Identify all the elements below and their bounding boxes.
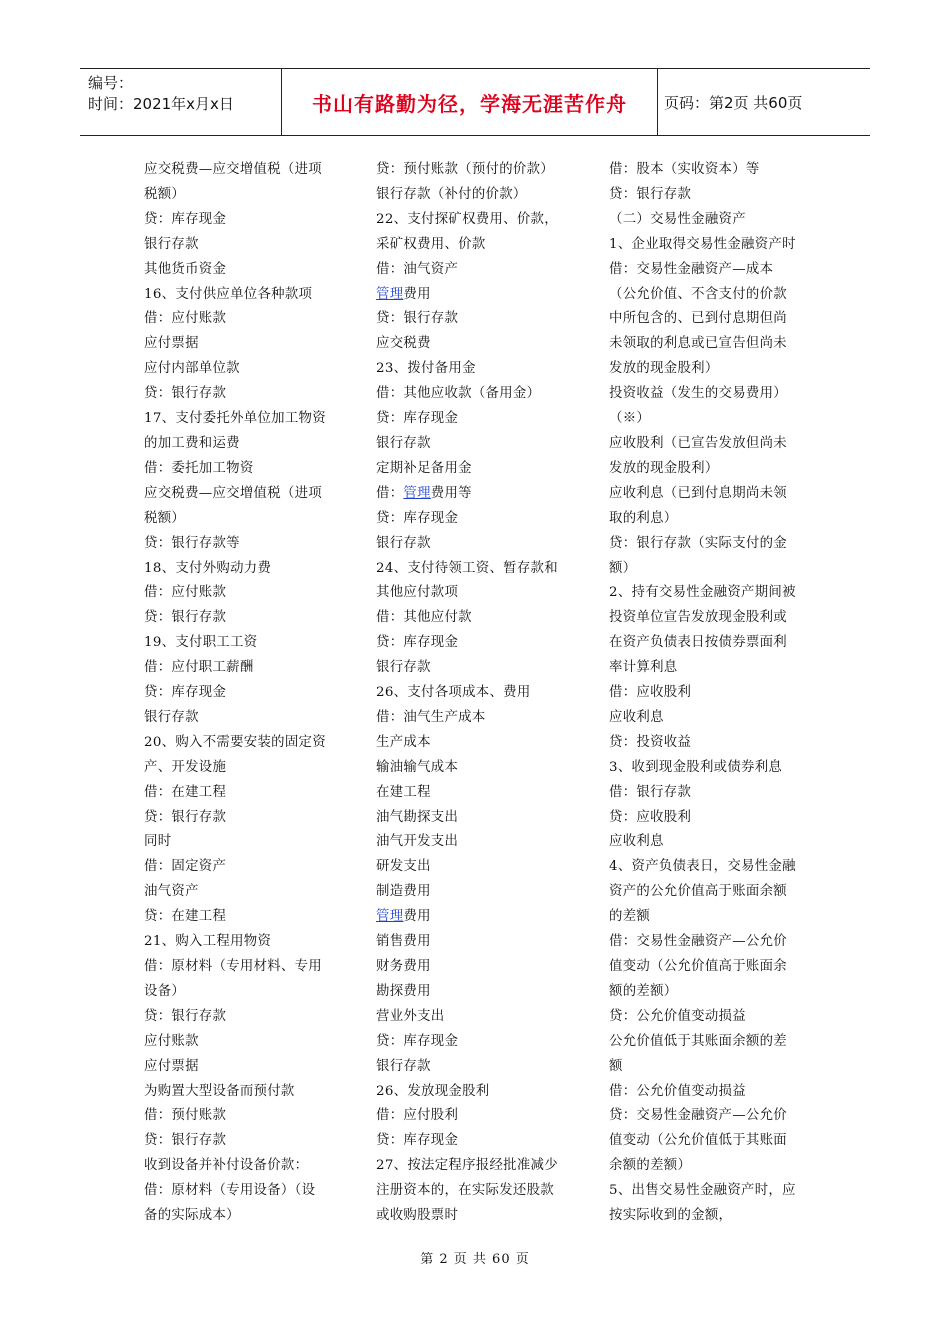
text-line: 应交税费—应交增值税（进项: [144, 162, 322, 177]
column-2: [376, 158, 576, 1229]
text-line: [376, 905, 576, 930]
text-line: 贷：预付账款（预付的价款）: [376, 162, 554, 177]
text-line: 5、出售交易性金融资产时，应: [609, 1183, 796, 1199]
text-line: 贷：库存现金: [144, 211, 227, 227]
header-motto-cell: [282, 69, 658, 135]
text-line: 23、拨付备用金: [376, 361, 476, 377]
text-line: 油气勘探支出: [376, 809, 459, 825]
text-line: 税额）: [144, 510, 186, 526]
text-line: 收到设备并补付设备价款：: [144, 1158, 309, 1174]
text-line: 3、收到现金股利或债券利息: [609, 759, 783, 775]
text-line: 19、支付职工工资: [144, 635, 258, 651]
page-header: [80, 68, 870, 136]
motto-text: 书山有路勤为径，学海无涯苦作舟: [312, 91, 627, 116]
text-line: 税额）: [144, 186, 186, 202]
text-line: 制造费用: [376, 884, 431, 900]
text-line: 贷：投资收益: [609, 734, 692, 750]
text-line: 应收利息（已到付息期尚未领: [609, 485, 787, 501]
text-line: 应付账款: [144, 1033, 199, 1049]
text-line: 借：交易性金融资产—成本: [609, 261, 774, 277]
text-line: 或收购股票时: [376, 1208, 459, 1224]
text-line: 贷：银行存款等: [144, 535, 240, 551]
text-line: 2、持有交易性金融资产期间被: [609, 585, 796, 601]
text-line: 投资收益（发生的交易费用）: [609, 386, 787, 402]
text-line: 贷：银行存款: [376, 311, 459, 327]
text-line: 17、支付委托外单位加工物资: [144, 411, 326, 427]
text-line: 26、支付各项成本、费用: [376, 685, 531, 701]
text-line: 值变动（公允价值低于其账面: [609, 1133, 787, 1149]
text-line: 借：原材料（专用材料、专用: [144, 959, 322, 974]
text-line: 同时: [144, 834, 172, 850]
text-line: 余额的差额）: [609, 1158, 692, 1174]
text-line: 借：预付账款: [144, 1108, 227, 1124]
text-line: 银行存款: [376, 535, 431, 551]
text-line: 贷：库存现金: [376, 1033, 459, 1049]
text-line: 贷：银行存款: [144, 809, 227, 825]
text-line: 贷：在建工程: [144, 909, 227, 925]
text-line: 为购置大型设备而预付款: [144, 1083, 295, 1099]
text-line: 应交税费—应交增值税（进项: [144, 485, 322, 501]
text-line: 贷：银行存款（实际支付的金: [609, 535, 787, 551]
column-3: [609, 158, 809, 1229]
text-line: 借：油气生产成本: [376, 709, 486, 725]
text-line: （二）交易性金融资产: [609, 211, 746, 227]
text-line: 借：固定资产: [144, 859, 227, 875]
text-line: 额）: [609, 560, 637, 576]
text-line: 值变动（公允价值高于账面余: [609, 959, 787, 974]
text-line: 银行存款: [144, 236, 199, 252]
text-line: 借：应付账款: [144, 585, 227, 601]
text-line: 生产成本: [376, 734, 431, 750]
text-line: 27、按法定程序报经批准减少: [376, 1158, 558, 1174]
text-line: 应交税费: [376, 336, 431, 352]
text-line: 发放的现金股利）: [609, 361, 719, 377]
text-line: 借：其他应收款（备用金）: [376, 386, 541, 402]
text-line: 借：油气资产: [376, 261, 459, 277]
text-line: 定期补足备用金: [376, 460, 472, 476]
page-footer: 第 2 页 共 60 页: [420, 1252, 530, 1267]
text-line: 贷：银行存款: [144, 610, 227, 626]
management-link[interactable]: 管理: [376, 286, 404, 302]
text-line: 油气资产: [144, 884, 199, 900]
text-line: 资产的公允价值高于账面余额: [609, 884, 787, 900]
text-line: 借：公允价值变动损益: [609, 1083, 746, 1099]
text-line: 借：股本（实收资本）等: [609, 162, 760, 177]
text-line: 应付票据: [144, 336, 199, 352]
text-line: 银行存款: [376, 1058, 431, 1074]
line-suffix: 费用等: [430, 485, 472, 501]
column-1: [144, 158, 344, 1229]
text-line: 应付票据: [144, 1058, 199, 1074]
text-line: 贷：银行存款: [144, 1133, 227, 1149]
text-line: 借：委托加工物资: [144, 460, 254, 476]
text-line: 营业外支出: [376, 1008, 445, 1024]
text-line: 的差额: [609, 909, 651, 925]
management-link[interactable]: 管理: [403, 485, 431, 501]
text-line: 产、开发设施: [144, 759, 227, 775]
text-line: [376, 283, 576, 308]
text-line: [376, 482, 576, 507]
text-line: 借：其他应付款: [376, 610, 472, 626]
text-line: 注册资本的，在实际发还股款: [376, 1183, 554, 1199]
text-line: 16、支付供应单位各种款项: [144, 286, 313, 302]
text-line: 未领取的利息或已宣告但尚未: [609, 336, 787, 352]
text-line: 贷：库存现金: [376, 635, 459, 651]
text-line: 24、支付待领工资、暂存款和: [376, 560, 558, 576]
text-line: 银行存款: [376, 435, 431, 451]
text-line: 输油输气成本: [376, 759, 459, 775]
text-line: 在建工程: [376, 784, 431, 800]
text-line: 取的利息）: [609, 510, 678, 526]
text-line: 银行存款: [376, 660, 431, 676]
text-line: 的加工费和运费: [144, 435, 240, 451]
text-line: 18、支付外购动力费: [144, 560, 272, 576]
text-line: 贷：库存现金: [144, 685, 227, 701]
text-line: 备的实际成本）: [144, 1208, 240, 1224]
text-line: 1、企业取得交易性金融资产时: [609, 236, 796, 252]
text-line: 设备）: [144, 983, 186, 999]
line-prefix: 借：: [376, 485, 404, 501]
text-line: 油气开发支出: [376, 834, 459, 850]
text-line: 21、购入工程用物资: [144, 934, 272, 950]
text-line: 借：交易性金融资产—公允价: [609, 934, 787, 950]
management-link[interactable]: 管理: [376, 909, 404, 925]
text-line: 应收利息: [609, 834, 664, 850]
text-line: 借：应付股利: [376, 1108, 459, 1124]
text-line: 采矿权费用、价款: [376, 236, 486, 252]
text-line: 贷：银行存款: [144, 1008, 227, 1024]
text-line: （公允价值、不含支付的价款: [609, 286, 787, 302]
text-line: 率计算利息: [609, 660, 678, 676]
text-line: 银行存款（补付的价款）: [376, 186, 527, 202]
text-line: 销售费用: [376, 934, 431, 950]
text-line: 应收股利（已宣告发放但尚未: [609, 435, 787, 451]
text-line: 贷：公允价值变动损益: [609, 1008, 746, 1024]
text-line: 贷：银行存款: [609, 186, 692, 202]
text-line: 贷：应收股利: [609, 809, 692, 825]
text-line: 银行存款: [144, 709, 199, 725]
text-line: 研发支出: [376, 859, 431, 875]
page-info-text: 页码：第2页 共60页: [664, 93, 803, 112]
text-line: 贷：银行存款: [144, 386, 227, 402]
text-line: 其他货币资金: [144, 261, 227, 277]
text-line: 4、资产负债表日，交易性金融: [609, 859, 796, 875]
text-line: 借：应付职工薪酬: [144, 660, 254, 676]
text-line: 财务费用: [376, 959, 431, 974]
text-line: 贷：库存现金: [376, 1133, 459, 1149]
line-suffix: 费用: [403, 909, 431, 925]
text-line: 投资单位宣告发放现金股利或: [609, 610, 787, 626]
text-line: 发放的现金股利）: [609, 460, 719, 476]
text-line: 借：应收股利: [609, 685, 692, 701]
header-meta: [80, 69, 282, 135]
body-columns: [144, 158, 824, 1238]
text-line: 借：在建工程: [144, 784, 227, 800]
text-line: 额: [609, 1058, 623, 1074]
text-line: 在资产负债表日按债券票面利: [609, 635, 787, 651]
line-suffix: 费用: [403, 286, 431, 302]
text-line: 勘探费用: [376, 983, 431, 999]
text-line: 20、购入不需要安装的固定资: [144, 734, 326, 750]
text-line: 应收利息: [609, 709, 664, 725]
text-line: 借：应付账款: [144, 311, 227, 327]
header-page-info: [658, 69, 870, 135]
text-line: 借：原材料（专用设备）（设: [144, 1183, 316, 1199]
text-line: 中所包含的、已到付息期但尚: [609, 311, 787, 327]
text-line: 按实际收到的金额，: [609, 1208, 733, 1224]
text-line: （※）: [609, 411, 651, 427]
text-line: 贷：库存现金: [376, 510, 459, 526]
text-line: 22、支付探矿权费用、价款，: [376, 211, 558, 227]
document-date: 时间：2021年x月x日: [88, 95, 234, 113]
text-line: 26、发放现金股利: [376, 1083, 490, 1099]
text-line: 贷：库存现金: [376, 411, 459, 427]
text-line: 借：银行存款: [609, 784, 692, 800]
text-line: 其他应付款项: [376, 585, 459, 601]
text-line: 公允价值低于其账面余额的差: [609, 1033, 787, 1049]
text-line: 应付内部单位款: [144, 361, 240, 377]
text-line: 贷：交易性金融资产—公允价: [609, 1108, 787, 1124]
document-number-label: 编号：: [88, 74, 134, 92]
text-line: 额的差额）: [609, 983, 678, 999]
